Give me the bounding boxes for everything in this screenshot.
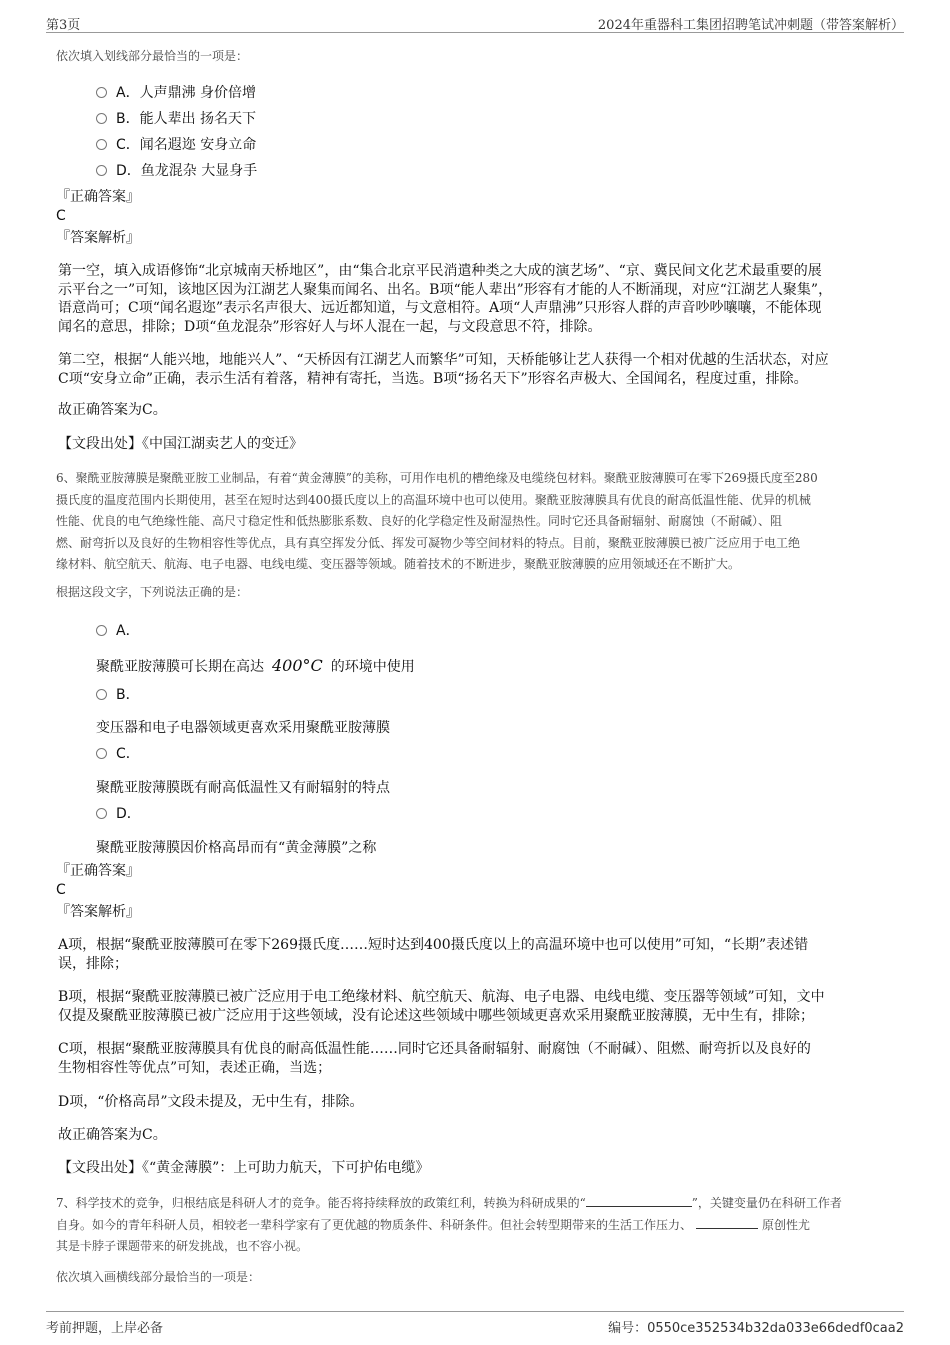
math-formula: 400°C (272, 656, 323, 675)
q5-prompt: 依次填入划线部分最恰当的一项是： (56, 49, 249, 63)
q5-analysis-paragraph-2: 第二空，根据“人能兴地，地能兴人”、“天桥因有江湖艺人而繁华”可知，天桥能够让艺人获得一个相对优越的生活状态，对应 C项“安身立命”正确，表示生活有着落，精神有寄托，当选。B项“扬名天下”形容名声极大、全国闻名，程度过重，排除。 (58, 352, 829, 387)
q5-analysis-label: 『答案解析』 (56, 230, 140, 246)
q5-option-a[interactable]: A．人声鼎沸 身价倍增 (96, 82, 256, 102)
q6-conclusion: 故正确答案为C。 (58, 1127, 167, 1143)
q6-analysis-d: D项，“价格高昂”文段未提及，无中生有，排除。 (58, 1094, 364, 1110)
q6-option-a[interactable]: A． (96, 620, 140, 640)
q6-option-b[interactable]: B． (96, 684, 140, 704)
q6-passage: 6、聚酰亚胺薄膜是聚酰亚胺工业制品，有着“黄金薄膜”的美称，可用作电机的槽绝缘及电缆绕包材料。聚酰亚胺薄膜可在零下269摄氏度至280 摄氏度的温度范围内长期使用，甚至在短时达到400摄氏度以上的高温环境中也可以使用。聚酰亚胺薄膜具有优良的耐高低温性能、优异的机械 性能、优良的电气绝缘性能、高尺寸稳定性和低热膨胀系数、良好的化学稳定性及耐湿热性。同时它还具备耐辐射、耐腐蚀（不耐碱）、阻 燃、耐弯折以及良好的生物相容性等优点，具有真空挥发分低、挥发可凝物少等空间材料的特点。目前，聚酰亚胺薄膜已被广泛应用于电工绝 缘材料、航空航天、航海、电子电器、电线电缆、变压器等领域。随着技术的不断进步，聚酰亚胺薄膜的应用领域还在不断扩大。 (56, 471, 818, 571)
q5-answer-label: 『正确答案』 (56, 189, 140, 205)
page-header (46, 12, 904, 33)
footer-slogan: 考前押题，上岸必备 (46, 1321, 164, 1336)
q5-source: 【文段出处】《中国江湖卖艺人的变迁》 (58, 436, 303, 452)
q5-option-b[interactable]: B．能人辈出 扬名天下 (96, 108, 256, 128)
fill-blank-1 (586, 1194, 692, 1207)
q6-analysis-label: 『答案解析』 (56, 904, 140, 920)
q6-analysis-b: B项，根据“聚酰亚胺薄膜已被广泛应用于电工绝缘材料、航空航天、航海、电子电器、电线电缆、变压器等领域”可知，文中 仅提及聚酰亚胺薄膜已被广泛应用于这些领域，没有论述这些领域中哪些领域更喜欢采用聚酰亚胺薄膜，无中生有，排除； (58, 989, 825, 1024)
document-title: 2024年重器科工集团招聘笔试冲刺题（带答案解析） (597, 18, 904, 33)
page-footer (46, 1311, 904, 1336)
q7-passage: 7、科学技术的竞争，归根结底是科研人才的竞争。能否将持续释放的政策红利，转换为科研成果的“ ”，关键变量仍在科研工作者 自身。如今的青年科研人员，相较老一辈科学家有了更优越的物质条件、科研条件。但社会转型期带来的生活工作压力、 原创性尤 其是卡脖子课题带来的研发挑战，也不容小视。 (56, 1196, 842, 1253)
radio-icon[interactable] (96, 748, 107, 759)
q5-analysis-paragraph-1: 第一空，填入成语修饰“北京城南天桥地区”，由“集合北京平民消遣种类之大成的演艺场”、“京、冀民间文化艺术最重要的展 示平台之一”可知，该地区因为江湖艺人聚集而闻名、出名。B项“能人辈出”形容有才能的人不断涌现，对应“江湖艺人聚集”， 语意尚可；C项“闻名遐迩”表示名声很大、远近都知道，与文意相符。A项“人声鼎沸”只形容人群的声音吵吵嚷嚷，不能体现 闻名的意思，排除；D项“鱼龙混杂”形容好人与坏人混在一起，与文段意思不符，排除。 (58, 263, 833, 335)
radio-icon[interactable] (96, 689, 107, 700)
radio-icon[interactable] (96, 808, 107, 819)
q6-option-a-text: 聚酰亚胺薄膜可长期在高达 400°C 的环境中使用 (96, 656, 415, 675)
q5-option-d[interactable]: D．鱼龙混杂 大显身手 (96, 160, 257, 180)
q6-prompt: 根据这段文字，下列说法正确的是： (56, 585, 249, 599)
q6-analysis-a: A项，根据“聚酰亚胺薄膜可在零下269摄氏度……短时达到400摄氏度以上的高温环境中也可以使用”可知，“长期”表述错 误，排除； (58, 937, 809, 972)
q6-option-c-text: 聚酰亚胺薄膜既有耐高低温性又有耐辐射的特点 (96, 780, 390, 796)
radio-icon[interactable] (96, 139, 107, 150)
q5-conclusion: 故正确答案为C。 (58, 402, 167, 418)
radio-icon[interactable] (96, 87, 107, 98)
radio-icon[interactable] (96, 625, 107, 636)
q6-answer: C (56, 882, 66, 898)
document-code: 编号：0550ce352534b32da033e66dedf0caa2 (608, 1321, 904, 1336)
q7-prompt: 依次填入画横线部分最恰当的一项是： (56, 1270, 261, 1284)
q5-option-c[interactable]: C．闻名遐迩 安身立命 (96, 134, 256, 154)
radio-icon[interactable] (96, 165, 107, 176)
page-number: 第3页 (46, 18, 81, 33)
q5-answer: C (56, 208, 66, 224)
q6-option-c[interactable]: C． (96, 743, 140, 763)
q6-option-d-text: 聚酰亚胺薄膜因价格高昂而有“黄金薄膜”之称 (96, 840, 377, 856)
radio-icon[interactable] (96, 113, 107, 124)
q6-analysis-c: C项，根据“聚酰亚胺薄膜具有优良的耐高低温性能……同时它还具备耐辐射、耐腐蚀（不耐碱）、阻燃、耐弯折以及良好的 生物相容性等优点”可知，表述正确，当选； (58, 1041, 811, 1076)
q6-option-d[interactable]: D． (96, 803, 141, 823)
fill-blank-2 (696, 1216, 758, 1229)
q6-answer-label: 『正确答案』 (56, 863, 140, 879)
q6-option-b-text: 变压器和电子电器领域更喜欢采用聚酰亚胺薄膜 (96, 720, 390, 736)
q6-source: 【文段出处】《“黄金薄膜”：上可助力航天，下可护佑电缆》 (58, 1160, 430, 1176)
